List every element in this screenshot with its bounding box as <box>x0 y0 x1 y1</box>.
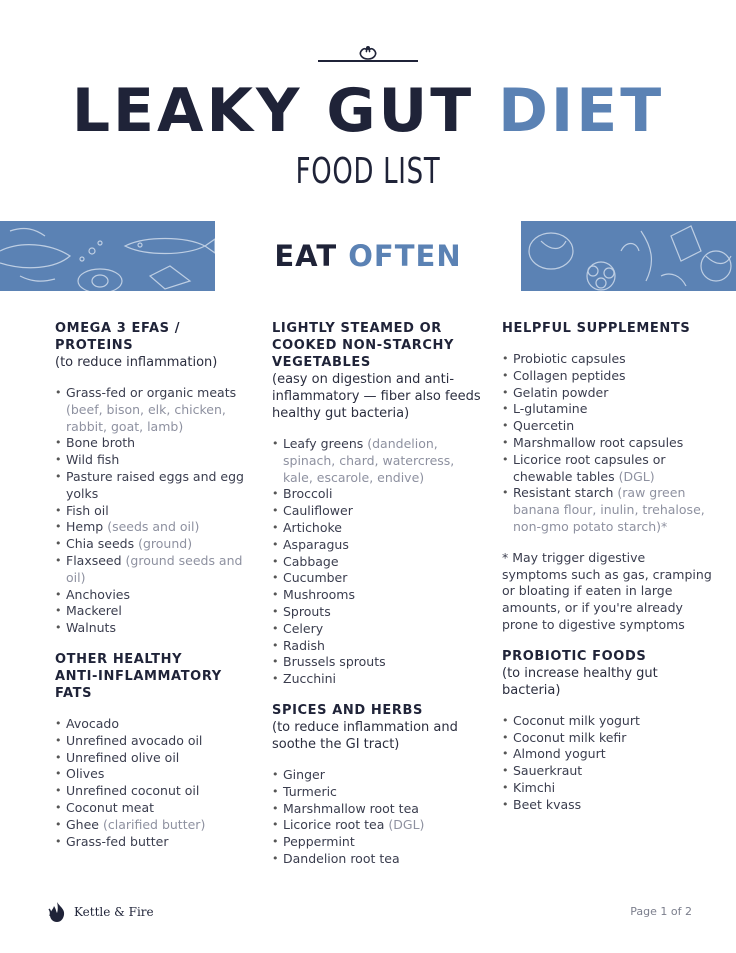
group-heading <box>55 320 255 354</box>
list-item: • Beet kvass <box>502 797 712 814</box>
page-title <box>0 78 736 144</box>
list-item: • Hemp (seeds and oil) <box>55 519 255 536</box>
list-item: • Olives <box>55 766 255 783</box>
brand-logo <box>46 901 154 923</box>
heading-line: OTHER HEALTHY <box>55 651 183 667</box>
title-accent: DIET <box>498 76 665 146</box>
column-proteins-fats <box>55 320 255 850</box>
food-list <box>272 767 482 868</box>
heading-line: OMEGA 3 EFAS / <box>55 321 181 336</box>
list-item: • Dandelion root tea <box>272 851 482 868</box>
group-note: (to reduce inflammation) <box>55 355 218 370</box>
list-item: • Asparagus <box>272 537 482 554</box>
list-item: • L-glutamine <box>502 401 712 418</box>
group-heading <box>502 648 712 665</box>
column-supplements-probiotics <box>502 320 712 814</box>
list-item: • Gelatin powder <box>502 385 712 402</box>
group-note: (to increase healthy gut bacteria) <box>502 665 658 698</box>
list-item: • Unrefined olive oil <box>55 750 255 767</box>
section-title <box>215 238 521 274</box>
list-item: • Walnuts <box>55 620 255 637</box>
list-item: • Collagen peptides <box>502 368 712 385</box>
list-item: • Wild fish <box>55 452 255 469</box>
list-item: • Resistant starch (raw green banana flour, inulin, trehalose, non-gmo potato starch)* <box>502 485 712 535</box>
list-item: • Bone broth <box>55 435 255 452</box>
list-item: • Zucchini <box>272 671 482 688</box>
section-title-accent: OFTEN <box>348 239 462 273</box>
heading-line: LIGHTLY STEAMED OR <box>272 321 442 336</box>
heading-line: PROTEINS <box>55 338 134 353</box>
list-item: • Chia seeds (ground) <box>55 536 255 553</box>
list-item: • Fish oil <box>55 503 255 520</box>
section-title-main: EAT <box>274 239 338 273</box>
list-item: • Unrefined avocado oil <box>55 733 255 750</box>
list-item: • Brussels sprouts <box>272 654 482 671</box>
list-item: • Artichoke <box>272 520 482 537</box>
group-note: (to reduce inflammation and soothe the GI tract) <box>272 719 458 752</box>
food-list <box>55 716 255 850</box>
title-main: LEAKY GUT <box>71 76 475 146</box>
list-item: • Cucumber <box>272 570 482 587</box>
list-item: • Quercetin <box>502 418 712 435</box>
list-item: • Leafy greens (dandelion, spinach, chard, watercress, kale, escarole, endive) <box>272 436 482 486</box>
heading-line: ANTI-INFLAMMATORY <box>55 668 222 684</box>
column-vegetables-spices <box>272 320 482 868</box>
list-item: • Licorice root capsules or chewable tables (DGL) <box>502 452 712 486</box>
list-item: • Licorice root tea (DGL) <box>272 817 482 834</box>
list-item: • Grass-fed butter <box>55 834 255 851</box>
list-item: • Ghee (clarified butter) <box>55 817 255 834</box>
list-item: • Kimchi <box>502 780 712 797</box>
list-item: • Unrefined coconut oil <box>55 783 255 800</box>
heading-line: FATS <box>55 685 93 701</box>
list-item: • Cauliflower <box>272 503 482 520</box>
footnote: * May trigger digestive symptoms such as gas, cramping or bloating if eaten in large amounts, or if you're already prone to digestive symptoms <box>502 549 712 632</box>
page-number: Page 1 of 2 <box>630 905 692 918</box>
group-heading <box>502 320 712 337</box>
page-subtitle: FOOD LIST <box>295 151 441 192</box>
food-list <box>272 436 482 688</box>
heading-line: HELPFUL SUPPLEMENTS <box>502 321 691 336</box>
list-item: • Radish <box>272 638 482 655</box>
list-item: • Probiotic capsules <box>502 351 712 368</box>
list-item: • Avocado <box>55 716 255 733</box>
vegetable-illustration <box>521 221 736 291</box>
list-item: • Ginger <box>272 767 482 784</box>
list-item: • Cabbage <box>272 554 482 571</box>
group-heading <box>272 702 482 719</box>
list-item: • Celery <box>272 621 482 638</box>
list-item: • Sauerkraut <box>502 763 712 780</box>
group-note: (easy on digestion and anti-inflammatory — fiber also feeds healthy gut bacteria) <box>272 372 481 421</box>
scroll-ornament-icon <box>318 44 418 66</box>
heading-line: COOKED NON-STARCHY <box>272 338 455 353</box>
list-item: • Flaxseed (ground seeds and oil) <box>55 553 255 587</box>
list-item: • Marshmallow root tea <box>272 801 482 818</box>
list-item: • Coconut milk kefir <box>502 730 712 747</box>
list-item: • Turmeric <box>272 784 482 801</box>
list-item: • Mushrooms <box>272 587 482 604</box>
list-item: • Almond yogurt <box>502 746 712 763</box>
seafood-illustration <box>0 221 215 291</box>
heading-line: VEGETABLES <box>272 355 371 370</box>
list-item: • Anchovies <box>55 587 255 604</box>
list-item: • Peppermint <box>272 834 482 851</box>
list-item: • Coconut meat <box>55 800 255 817</box>
food-list <box>55 385 255 637</box>
heading-line: PROBIOTIC FOODS <box>502 648 647 664</box>
list-item: • Grass-fed or organic meats (beef, bison, elk, chicken, rabbit, goat, lamb) <box>55 385 255 435</box>
list-item: • Sprouts <box>272 604 482 621</box>
group-heading <box>55 651 255 702</box>
flame-icon <box>46 901 68 923</box>
brand-name: Kettle & Fire <box>74 905 154 919</box>
group-heading <box>272 320 482 371</box>
list-item: • Mackerel <box>55 603 255 620</box>
list-item: • Broccoli <box>272 486 482 503</box>
list-item: • Pasture raised eggs and egg yolks <box>55 469 255 503</box>
food-list <box>502 351 712 536</box>
food-list <box>502 713 712 814</box>
list-item: • Marshmallow root capsules <box>502 435 712 452</box>
list-item: • Coconut milk yogurt <box>502 713 712 730</box>
heading-line: SPICES AND HERBS <box>272 702 423 718</box>
